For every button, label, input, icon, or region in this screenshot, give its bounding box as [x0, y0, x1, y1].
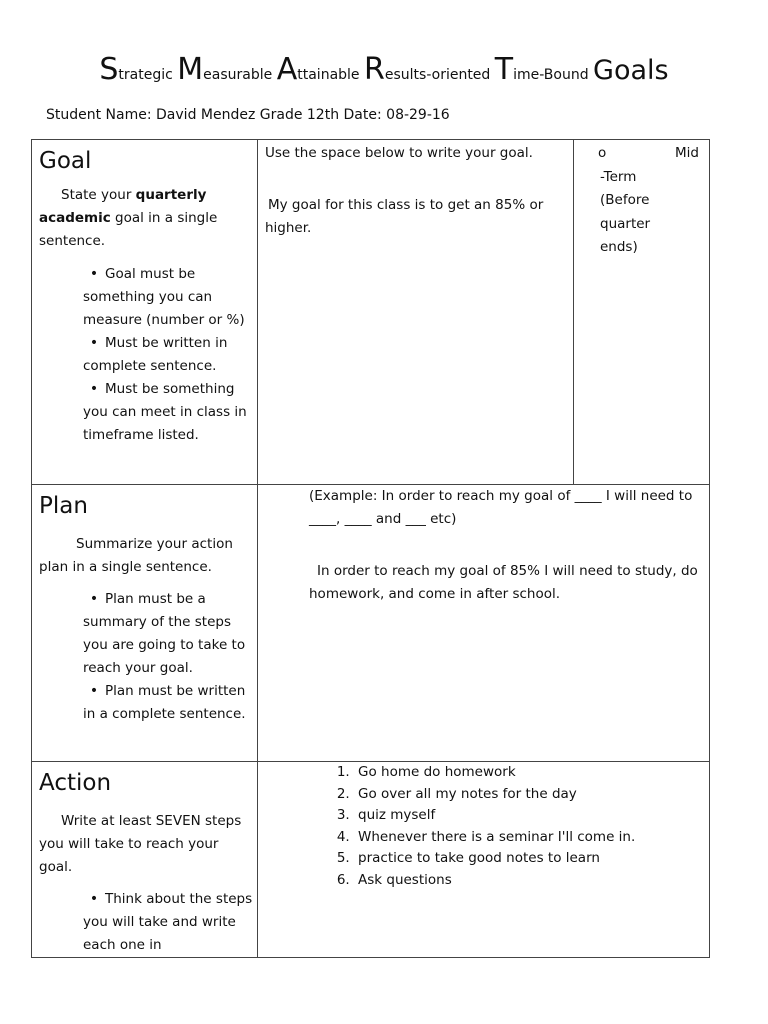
student-info-line: Student Name: David Mendez Grade 12th Date: 08-29-16 — [46, 107, 450, 123]
goal-requirements-list — [32, 263, 257, 447]
plan-answer-cell[interactable] — [258, 485, 710, 762]
goal-row — [32, 140, 710, 485]
action-instruction: Write at least SEVEN steps you will take to reach your goal. — [39, 813, 242, 875]
list-item: • Must be written in complete sentence. — [83, 332, 253, 378]
timeframe-label: Mid — [675, 145, 699, 161]
smart-goals-table — [31, 139, 710, 958]
goal-answer: My goal for this class is to get an 85% or higher. — [265, 197, 544, 236]
plan-answer: In order to reach my goal of 85% I will need to study, do homework, and come in after school. — [309, 563, 698, 602]
list-item: 3. quiz myself — [354, 805, 709, 827]
action-heading: Action — [39, 770, 112, 796]
plan-instruction: Summarize your action plan in a single sentence. — [39, 536, 233, 575]
plan-example: (Example: In order to reach my goal of ____ I will need to ____, ____ and ___ etc) — [309, 488, 693, 527]
goal-instruction: State your quarterly academic goal in a single sentence. — [39, 187, 218, 249]
checkbox-marker: o — [598, 145, 607, 161]
document-title — [0, 52, 768, 87]
timeframe-description: -Term (Before quarter ends) — [600, 168, 651, 255]
plan-content — [258, 485, 709, 606]
plan-row — [32, 485, 710, 762]
action-steps-cell[interactable] — [258, 762, 710, 958]
action-steps-list — [258, 762, 709, 891]
list-item: • Think about the steps you will take and write each one in — [83, 888, 253, 957]
title-word-measurable: Measurable — [177, 52, 273, 87]
list-item: • Goal must be something you can measure (number or %) — [83, 263, 253, 332]
list-item: 5. practice to take good notes to learn — [354, 848, 709, 870]
list-item: • Must be something you can meet in class in timeframe listed. — [83, 378, 253, 447]
plan-instructions-cell — [32, 485, 258, 762]
title-word-strategic: Strategic — [99, 52, 173, 87]
action-row — [32, 762, 710, 958]
list-item: 4. Whenever there is a seminar I'll come in. — [354, 827, 709, 849]
list-item: • Plan must be written in a complete sentence. — [83, 680, 253, 726]
list-item: 2. Go over all my notes for the day — [354, 784, 709, 806]
goal-instructions-cell — [32, 140, 258, 485]
title-word-time-bound: Time-Bound — [494, 52, 589, 87]
plan-heading: Plan — [39, 493, 88, 519]
title-word-results-oriented: Results-oriented — [364, 52, 491, 87]
action-instructions-cell — [32, 762, 258, 958]
title-word-goals: Goals — [593, 55, 669, 86]
action-requirements-list — [32, 888, 257, 957]
goal-heading: Goal — [39, 148, 92, 174]
title-word-attainable: Attainable — [276, 52, 360, 87]
list-item: • Plan must be a summary of the steps you are going to take to reach your goal. — [83, 588, 253, 680]
goal-prompt: Use the space below to write your goal. — [265, 145, 533, 161]
list-item: 1. Go home do homework — [354, 762, 709, 784]
goal-answer-cell[interactable] — [258, 140, 574, 485]
goal-timeframe-cell — [574, 140, 710, 485]
plan-requirements-list — [32, 588, 257, 726]
list-item: 6. Ask questions — [354, 870, 709, 892]
timeframe-option[interactable] — [574, 140, 709, 260]
